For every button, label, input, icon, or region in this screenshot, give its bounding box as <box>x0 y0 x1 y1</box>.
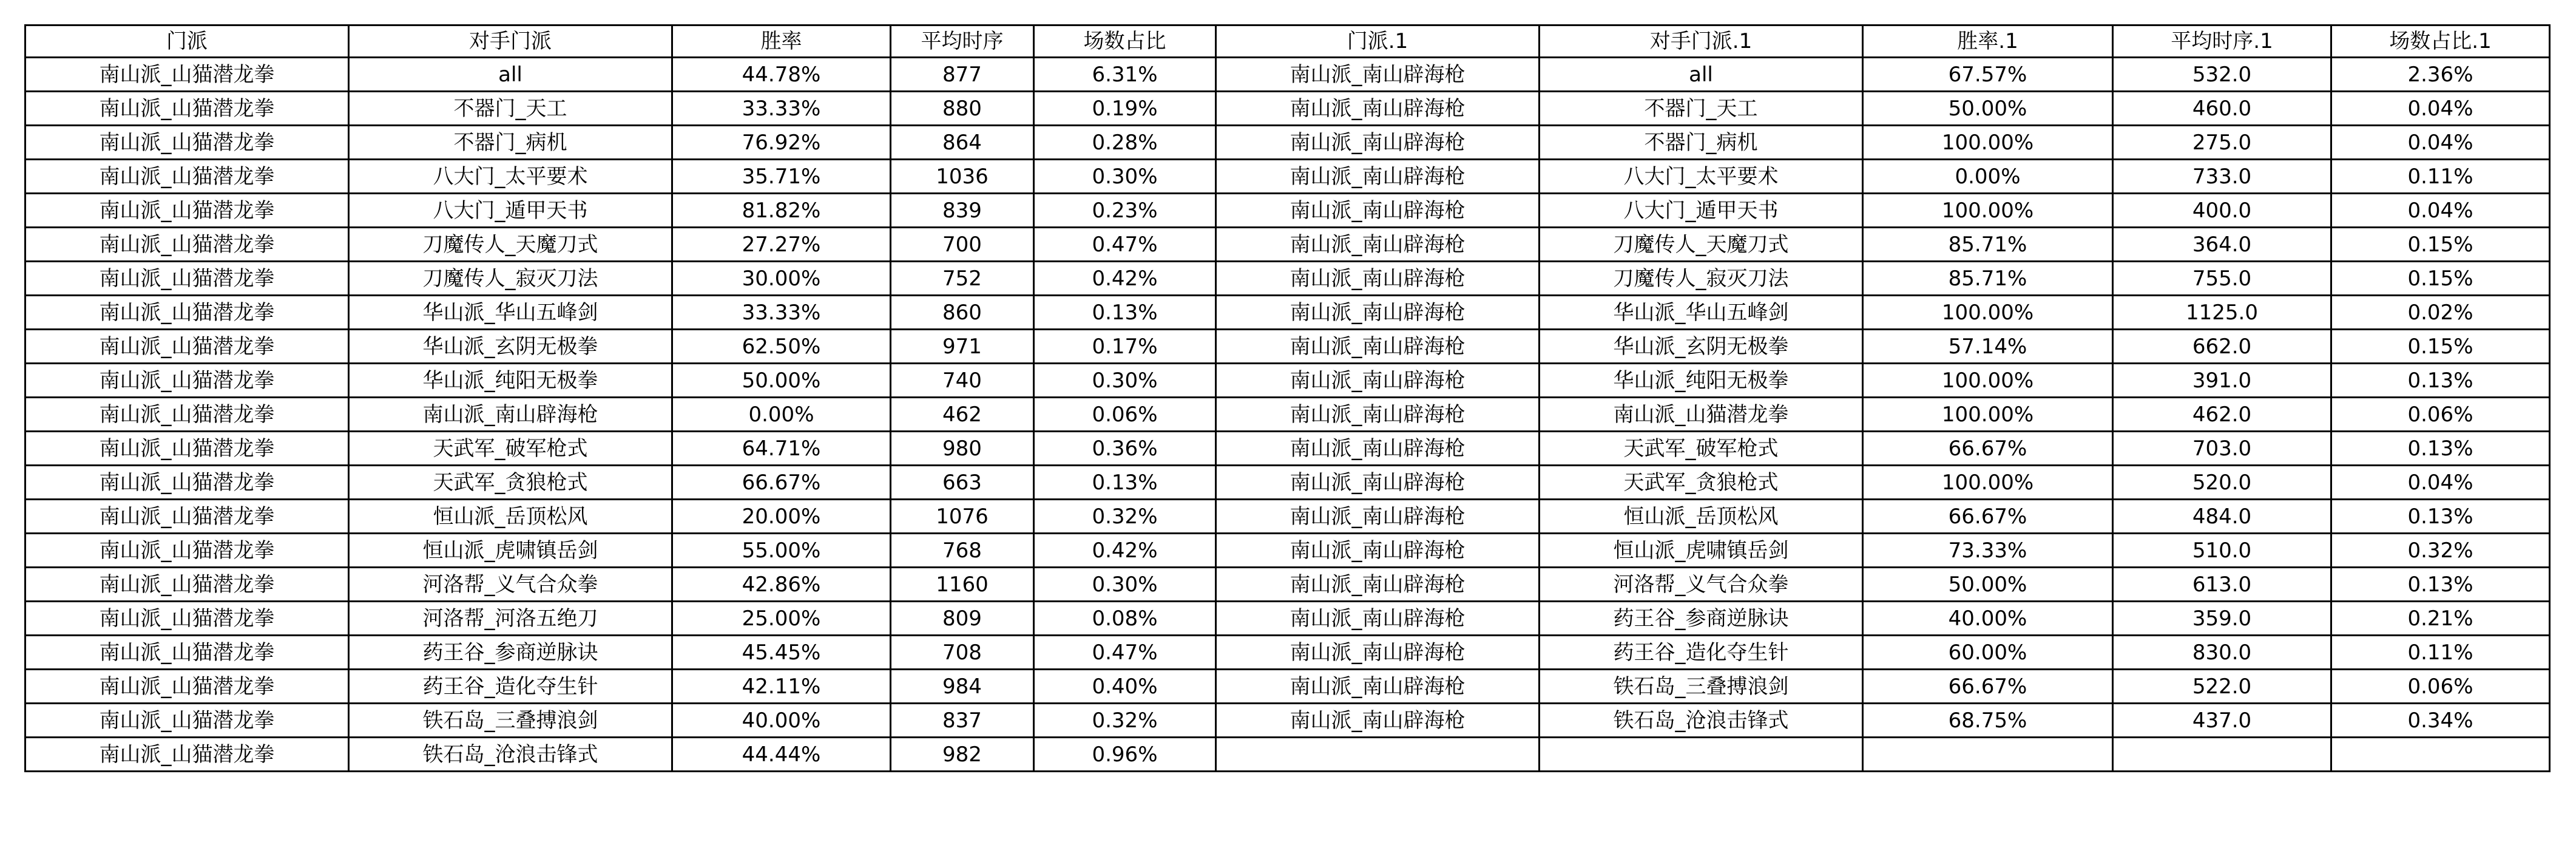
table-cell: 532.0 <box>2113 58 2331 92</box>
table-cell: 0.00% <box>1863 160 2113 194</box>
table-cell: 南山派_南山辟海枪 <box>1216 704 1540 738</box>
table-row <box>25 364 2550 398</box>
table-cell: 0.21% <box>2331 602 2550 636</box>
table-cell: 700 <box>891 228 1034 262</box>
table-cell: 刀魔传人_天魔刀式 <box>349 228 672 262</box>
table-cell: 0.40% <box>1034 670 1216 704</box>
header-row <box>25 25 2550 58</box>
table-row <box>25 262 2550 296</box>
table-row <box>25 330 2550 364</box>
table-cell: 613.0 <box>2113 568 2331 602</box>
table-cell: 40.00% <box>1863 602 2113 636</box>
table-cell: 0.15% <box>2331 330 2550 364</box>
table-cell: all <box>349 58 672 92</box>
table-cell: 880 <box>891 92 1034 126</box>
table-cell: 768 <box>891 534 1034 568</box>
table-cell: 100.00% <box>1863 194 2113 228</box>
table-cell: 708 <box>891 636 1034 670</box>
table-cell: 6.31% <box>1034 58 1216 92</box>
table-cell: 42.11% <box>672 670 891 704</box>
table-cell: 南山派_山猫潜龙拳 <box>25 92 349 126</box>
table-cell: 25.00% <box>672 602 891 636</box>
table-row <box>25 602 2550 636</box>
table-cell: 南山派_南山辟海枪 <box>1216 330 1540 364</box>
table-cell: 64.71% <box>672 432 891 466</box>
table-cell: 0.42% <box>1034 534 1216 568</box>
table-cell: 66.67% <box>1863 500 2113 534</box>
table-cell: 100.00% <box>1863 466 2113 500</box>
table-cell: 河洛帮_河洛五绝刀 <box>349 602 672 636</box>
table-cell: 40.00% <box>672 704 891 738</box>
table-cell: 0.02% <box>2331 296 2550 330</box>
table-row <box>25 466 2550 500</box>
table-cell: 73.33% <box>1863 534 2113 568</box>
table-cell: 33.33% <box>672 296 891 330</box>
table-cell: 62.50% <box>672 330 891 364</box>
table-cell: 0.30% <box>1034 568 1216 602</box>
table-cell: 南山派_山猫潜龙拳 <box>25 364 349 398</box>
table-cell: 33.33% <box>672 92 891 126</box>
table-cell: 520.0 <box>2113 466 2331 500</box>
table-cell: 0.42% <box>1034 262 1216 296</box>
table-cell: 50.00% <box>1863 568 2113 602</box>
table-cell: 703.0 <box>2113 432 2331 466</box>
table-cell: 860 <box>891 296 1034 330</box>
table-cell: 0.04% <box>2331 194 2550 228</box>
table-cell: 27.27% <box>672 228 891 262</box>
table-cell: 不器门_病机 <box>1540 126 1863 160</box>
table-cell: 1125.0 <box>2113 296 2331 330</box>
table-cell: 药王谷_造化夺生针 <box>349 670 672 704</box>
data-table <box>24 24 2551 772</box>
table-cell: 1160 <box>891 568 1034 602</box>
table-cell: 0.17% <box>1034 330 1216 364</box>
table-cell: 980 <box>891 432 1034 466</box>
column-header: 平均时序 <box>891 25 1034 58</box>
table-cell: 南山派_山猫潜龙拳 <box>25 466 349 500</box>
table-row <box>25 704 2550 738</box>
table-cell: 南山派_南山辟海枪 <box>1216 194 1540 228</box>
table-cell: 35.71% <box>672 160 891 194</box>
table-cell <box>1863 738 2113 772</box>
table-cell: 南山派_南山辟海枪 <box>1216 432 1540 466</box>
table-cell: 南山派_山猫潜龙拳 <box>25 704 349 738</box>
table-cell: 0.32% <box>1034 500 1216 534</box>
table-cell: 67.57% <box>1863 58 2113 92</box>
table-cell: 0.13% <box>2331 568 2550 602</box>
table-cell: 华山派_华山五峰剑 <box>349 296 672 330</box>
table-cell: 药王谷_造化夺生针 <box>1540 636 1863 670</box>
table-cell: 八大门_遁甲天书 <box>349 194 672 228</box>
table-cell: 不器门_病机 <box>349 126 672 160</box>
table-container <box>24 24 2551 772</box>
table-cell: 400.0 <box>2113 194 2331 228</box>
column-header: 门派.1 <box>1216 25 1540 58</box>
table-cell: 八大门_太平要术 <box>349 160 672 194</box>
table-cell: 100.00% <box>1863 126 2113 160</box>
table-cell: 44.78% <box>672 58 891 92</box>
table-row <box>25 228 2550 262</box>
table-cell: 66.67% <box>672 466 891 500</box>
table-cell: 南山派_山猫潜龙拳 <box>25 228 349 262</box>
table-cell: 460.0 <box>2113 92 2331 126</box>
table-cell: 铁石岛_沧浪击锋式 <box>1540 704 1863 738</box>
table-cell: 752 <box>891 262 1034 296</box>
table-cell: 50.00% <box>1863 92 2113 126</box>
table-cell: 0.36% <box>1034 432 1216 466</box>
table-cell: 南山派_南山辟海枪 <box>1216 466 1540 500</box>
table-cell: 南山派_山猫潜龙拳 <box>25 126 349 160</box>
table-cell: all <box>1540 58 1863 92</box>
table-cell: 南山派_南山辟海枪 <box>1216 602 1540 636</box>
table-cell <box>1216 738 1540 772</box>
table-cell: 839 <box>891 194 1034 228</box>
table-cell: 南山派_南山辟海枪 <box>1216 670 1540 704</box>
table-cell: 100.00% <box>1863 364 2113 398</box>
table-cell: 60.00% <box>1863 636 2113 670</box>
table-cell: 天武军_破军枪式 <box>1540 432 1863 466</box>
table-cell: 81.82% <box>672 194 891 228</box>
table-row <box>25 670 2550 704</box>
column-header: 胜率.1 <box>1863 25 2113 58</box>
table-cell: 药王谷_参商逆脉诀 <box>349 636 672 670</box>
table-row <box>25 432 2550 466</box>
table-cell: 391.0 <box>2113 364 2331 398</box>
table-cell: 药王谷_参商逆脉诀 <box>1540 602 1863 636</box>
table-cell: 971 <box>891 330 1034 364</box>
table-cell: 830.0 <box>2113 636 2331 670</box>
table-cell: 南山派_山猫潜龙拳 <box>25 534 349 568</box>
table-cell: 0.04% <box>2331 466 2550 500</box>
table-cell: 66.67% <box>1863 670 2113 704</box>
table-row <box>25 738 2550 772</box>
table-cell: 南山派_山猫潜龙拳 <box>1540 398 1863 432</box>
table-cell: 华山派_纯阳无极拳 <box>349 364 672 398</box>
table-cell: 100.00% <box>1863 296 2113 330</box>
table-row <box>25 126 2550 160</box>
table-cell: 南山派_山猫潜龙拳 <box>25 262 349 296</box>
table-cell: 南山派_山猫潜龙拳 <box>25 398 349 432</box>
table-cell <box>2331 738 2550 772</box>
table-cell: 68.75% <box>1863 704 2113 738</box>
table-cell: 0.06% <box>2331 670 2550 704</box>
table-cell: 南山派_山猫潜龙拳 <box>25 602 349 636</box>
table-cell: 462.0 <box>2113 398 2331 432</box>
column-header: 门派 <box>25 25 349 58</box>
table-cell: 南山派_南山辟海枪 <box>349 398 672 432</box>
table-cell: 662.0 <box>2113 330 2331 364</box>
table-cell: 877 <box>891 58 1034 92</box>
table-cell: 0.00% <box>672 398 891 432</box>
table-cell: 华山派_华山五峰剑 <box>1540 296 1863 330</box>
table-cell: 0.06% <box>1034 398 1216 432</box>
table-cell: 南山派_山猫潜龙拳 <box>25 194 349 228</box>
table-cell: 八大门_遁甲天书 <box>1540 194 1863 228</box>
table-cell: 0.13% <box>1034 296 1216 330</box>
table-cell: 44.44% <box>672 738 891 772</box>
table-row <box>25 636 2550 670</box>
table-cell: 恒山派_岳顶松风 <box>349 500 672 534</box>
table-cell: 0.19% <box>1034 92 1216 126</box>
table-cell: 1076 <box>891 500 1034 534</box>
table-cell <box>1540 738 1863 772</box>
table-cell: 南山派_山猫潜龙拳 <box>25 568 349 602</box>
table-cell: 南山派_山猫潜龙拳 <box>25 330 349 364</box>
table-cell: 天武军_破军枪式 <box>349 432 672 466</box>
table-cell: 982 <box>891 738 1034 772</box>
table-row <box>25 500 2550 534</box>
table-cell: 0.04% <box>2331 126 2550 160</box>
table-cell: 南山派_南山辟海枪 <box>1216 398 1540 432</box>
table-cell: 南山派_南山辟海枪 <box>1216 58 1540 92</box>
table-cell: 55.00% <box>672 534 891 568</box>
table-cell: 85.71% <box>1863 228 2113 262</box>
table-cell: 铁石岛_沧浪击锋式 <box>349 738 672 772</box>
table-cell: 南山派_南山辟海枪 <box>1216 92 1540 126</box>
table-row <box>25 296 2550 330</box>
table-cell: 南山派_南山辟海枪 <box>1216 636 1540 670</box>
table-cell: 南山派_南山辟海枪 <box>1216 160 1540 194</box>
column-header: 对手门派.1 <box>1540 25 1863 58</box>
table-cell: 0.96% <box>1034 738 1216 772</box>
table-cell: 南山派_南山辟海枪 <box>1216 364 1540 398</box>
table-cell: 484.0 <box>2113 500 2331 534</box>
table-cell: 42.86% <box>672 568 891 602</box>
table-cell: 0.06% <box>2331 398 2550 432</box>
table-cell: 天武军_贪狼枪式 <box>349 466 672 500</box>
table-cell: 30.00% <box>672 262 891 296</box>
table-cell: 恒山派_虎啸镇岳剑 <box>1540 534 1863 568</box>
table-cell: 华山派_纯阳无极拳 <box>1540 364 1863 398</box>
table-cell: 740 <box>891 364 1034 398</box>
table-cell: 不器门_天工 <box>349 92 672 126</box>
table-cell: 南山派_山猫潜龙拳 <box>25 738 349 772</box>
table-cell: 50.00% <box>672 364 891 398</box>
table-row <box>25 568 2550 602</box>
table-cell: 437.0 <box>2113 704 2331 738</box>
table-row <box>25 58 2550 92</box>
table-row <box>25 194 2550 228</box>
table-body <box>25 58 2550 772</box>
table-cell: 华山派_玄阴无极拳 <box>1540 330 1863 364</box>
table-cell: 恒山派_岳顶松风 <box>1540 500 1863 534</box>
table-cell: 0.13% <box>2331 432 2550 466</box>
table-cell: 45.45% <box>672 636 891 670</box>
table-cell: 0.32% <box>1034 704 1216 738</box>
table-cell: 南山派_南山辟海枪 <box>1216 500 1540 534</box>
table-cell: 南山派_山猫潜龙拳 <box>25 670 349 704</box>
table-cell: 河洛帮_义气合众拳 <box>349 568 672 602</box>
table-cell: 837 <box>891 704 1034 738</box>
table-cell: 刀魔传人_寂灭刀法 <box>349 262 672 296</box>
table-cell: 462 <box>891 398 1034 432</box>
table-cell: 20.00% <box>672 500 891 534</box>
table-cell: 0.15% <box>2331 262 2550 296</box>
column-header: 对手门派 <box>349 25 672 58</box>
table-cell: 0.23% <box>1034 194 1216 228</box>
table-cell: 刀魔传人_天魔刀式 <box>1540 228 1863 262</box>
table-cell: 2.36% <box>2331 58 2550 92</box>
table-cell: 南山派_南山辟海枪 <box>1216 568 1540 602</box>
table-cell: 510.0 <box>2113 534 2331 568</box>
table-cell: 南山派_南山辟海枪 <box>1216 534 1540 568</box>
table-cell: 85.71% <box>1863 262 2113 296</box>
table-cell: 南山派_南山辟海枪 <box>1216 126 1540 160</box>
table-cell: 0.30% <box>1034 364 1216 398</box>
table-cell: 0.30% <box>1034 160 1216 194</box>
table-cell: 364.0 <box>2113 228 2331 262</box>
column-header: 场数占比.1 <box>2331 25 2550 58</box>
table-cell: 恒山派_虎啸镇岳剑 <box>349 534 672 568</box>
table-cell: 南山派_南山辟海枪 <box>1216 296 1540 330</box>
table-cell: 66.67% <box>1863 432 2113 466</box>
table-cell: 铁石岛_三叠搏浪剑 <box>1540 670 1863 704</box>
table-cell: 南山派_山猫潜龙拳 <box>25 58 349 92</box>
table-cell: 733.0 <box>2113 160 2331 194</box>
table-row <box>25 534 2550 568</box>
table-cell: 984 <box>891 670 1034 704</box>
table-cell: 522.0 <box>2113 670 2331 704</box>
table-cell: 南山派_南山辟海枪 <box>1216 262 1540 296</box>
table-cell: 0.34% <box>2331 704 2550 738</box>
table-cell: 0.15% <box>2331 228 2550 262</box>
table-cell: 1036 <box>891 160 1034 194</box>
column-header: 胜率 <box>672 25 891 58</box>
table-cell: 76.92% <box>672 126 891 160</box>
table-cell: 南山派_山猫潜龙拳 <box>25 636 349 670</box>
table-cell: 0.13% <box>1034 466 1216 500</box>
column-header: 平均时序.1 <box>2113 25 2331 58</box>
table-cell <box>2113 738 2331 772</box>
table-row <box>25 398 2550 432</box>
table-row <box>25 160 2550 194</box>
table-cell: 南山派_山猫潜龙拳 <box>25 160 349 194</box>
table-cell: 0.11% <box>2331 636 2550 670</box>
table-cell: 0.08% <box>1034 602 1216 636</box>
table-cell: 359.0 <box>2113 602 2331 636</box>
table-cell: 0.47% <box>1034 228 1216 262</box>
table-cell: 755.0 <box>2113 262 2331 296</box>
table-cell: 南山派_山猫潜龙拳 <box>25 296 349 330</box>
table-cell: 南山派_山猫潜龙拳 <box>25 500 349 534</box>
table-cell: 南山派_南山辟海枪 <box>1216 228 1540 262</box>
table-cell: 0.13% <box>2331 364 2550 398</box>
table-cell: 河洛帮_义气合众拳 <box>1540 568 1863 602</box>
table-cell: 864 <box>891 126 1034 160</box>
table-cell: 天武军_贪狼枪式 <box>1540 466 1863 500</box>
column-header: 场数占比 <box>1034 25 1216 58</box>
table-cell: 0.32% <box>2331 534 2550 568</box>
table-cell: 809 <box>891 602 1034 636</box>
table-cell: 100.00% <box>1863 398 2113 432</box>
table-cell: 0.13% <box>2331 500 2550 534</box>
table-cell: 0.47% <box>1034 636 1216 670</box>
table-cell: 南山派_山猫潜龙拳 <box>25 432 349 466</box>
table-cell: 不器门_天工 <box>1540 92 1863 126</box>
table-cell: 铁石岛_三叠搏浪剑 <box>349 704 672 738</box>
table-cell: 0.11% <box>2331 160 2550 194</box>
table-cell: 0.28% <box>1034 126 1216 160</box>
table-cell: 刀魔传人_寂灭刀法 <box>1540 262 1863 296</box>
table-cell: 663 <box>891 466 1034 500</box>
table-row <box>25 92 2550 126</box>
table-cell: 275.0 <box>2113 126 2331 160</box>
table-cell: 0.04% <box>2331 92 2550 126</box>
table-cell: 八大门_太平要术 <box>1540 160 1863 194</box>
table-cell: 57.14% <box>1863 330 2113 364</box>
table-cell: 华山派_玄阴无极拳 <box>349 330 672 364</box>
